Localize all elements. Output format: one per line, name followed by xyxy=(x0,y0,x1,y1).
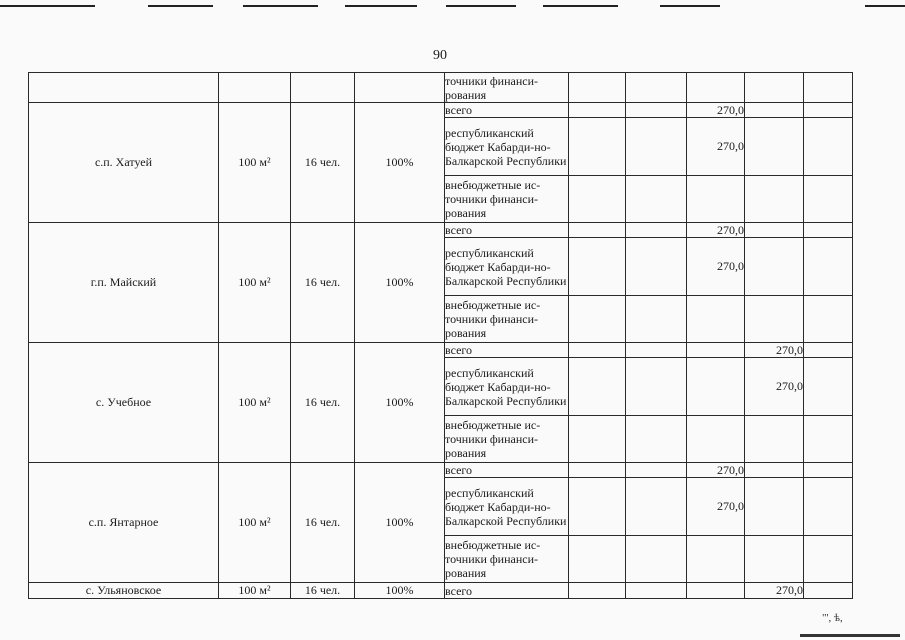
total-row-col-10 xyxy=(804,463,853,478)
page-number: 90 xyxy=(433,48,447,63)
extrabudget-row-col-9 xyxy=(745,536,804,583)
republic-row-col-6 xyxy=(569,238,626,296)
settlement-name: с. Учебное xyxy=(29,343,219,463)
source-extrabudget: внебюджетные ис-точники финанси-рования xyxy=(445,176,569,223)
amount-cell: 270,0 xyxy=(687,223,745,238)
republic-row-col-10 xyxy=(804,118,853,176)
extrabudget-row-col-8 xyxy=(687,416,745,463)
amount-cell: 270,0 xyxy=(687,238,745,296)
source-republic-budget: республиканский бюджет Кабарди-но-Балкарской Республики xyxy=(445,478,569,536)
last-row-col-10 xyxy=(804,583,853,599)
extrabudget-row-col-7 xyxy=(626,176,687,223)
extrabudget-row-col-10 xyxy=(804,536,853,583)
total-row-col-7 xyxy=(626,463,687,478)
republic-row-col-7 xyxy=(626,478,687,536)
percent-value: 100% xyxy=(355,583,445,599)
people-count: 16 чел. xyxy=(291,583,355,599)
extrabudget-row-col-8 xyxy=(687,296,745,343)
continuation-empty-cell xyxy=(219,73,291,103)
area-value: 100 м² xyxy=(219,583,291,599)
source-total-label: всего xyxy=(445,463,569,478)
last-row-col-7 xyxy=(626,583,687,599)
amount-cell: 270,0 xyxy=(687,463,745,478)
continuation-empty-cell xyxy=(355,73,445,103)
total-row-col-9 xyxy=(745,463,804,478)
total-row-col-10 xyxy=(804,103,853,118)
people-count: 16 чел. xyxy=(291,103,355,223)
republic-row-col-6 xyxy=(569,118,626,176)
extrabudget-row-col-10 xyxy=(804,176,853,223)
percent-value: 100% xyxy=(355,343,445,463)
extrabudget-row-col-6 xyxy=(569,536,626,583)
republic-row-col-6 xyxy=(569,478,626,536)
settlement-name: г.п. Майский xyxy=(29,223,219,343)
extrabudget-row-col-6 xyxy=(569,416,626,463)
extrabudget-row-col-9 xyxy=(745,176,804,223)
last-row-col-6 xyxy=(569,583,626,599)
republic-row-col-8 xyxy=(687,358,745,416)
amount-cell: 270,0 xyxy=(745,583,804,599)
continuation-col-6 xyxy=(569,73,626,103)
total-row-col-7 xyxy=(626,343,687,358)
source-total-label: всего xyxy=(445,103,569,118)
republic-row-col-9 xyxy=(745,478,804,536)
extrabudget-row-col-9 xyxy=(745,296,804,343)
extrabudget-row-col-10 xyxy=(804,296,853,343)
extrabudget-row-col-7 xyxy=(626,536,687,583)
extrabudget-row-col-10 xyxy=(804,416,853,463)
republic-row-col-7 xyxy=(626,238,687,296)
extrabudget-row-col-7 xyxy=(626,416,687,463)
continuation-col-9 xyxy=(745,73,804,103)
source-total-label: всего xyxy=(445,583,569,599)
area-value: 100 м² xyxy=(219,463,291,583)
continuation-empty-cell xyxy=(29,73,219,103)
area-value: 100 м² xyxy=(219,343,291,463)
amount-cell: 270,0 xyxy=(745,358,804,416)
percent-value: 100% xyxy=(355,223,445,343)
extrabudget-row-col-7 xyxy=(626,296,687,343)
area-value: 100 м² xyxy=(219,103,291,223)
total-row-col-7 xyxy=(626,103,687,118)
financing-table xyxy=(28,72,853,599)
republic-row-col-6 xyxy=(569,358,626,416)
republic-row-col-7 xyxy=(626,358,687,416)
extrabudget-row-col-6 xyxy=(569,296,626,343)
amount-cell: 270,0 xyxy=(687,118,745,176)
source-republic-budget: республиканский бюджет Кабарди-но-Балкарской Республики xyxy=(445,358,569,416)
extrabudget-row-col-6 xyxy=(569,176,626,223)
extrabudget-row-col-8 xyxy=(687,536,745,583)
continuation-col-7 xyxy=(626,73,687,103)
percent-value: 100% xyxy=(355,463,445,583)
continuation-col-10 xyxy=(804,73,853,103)
total-row-col-10 xyxy=(804,223,853,238)
corner-note: "', ѣ, xyxy=(822,612,843,624)
total-row-col-9 xyxy=(745,223,804,238)
total-row-col-6 xyxy=(569,103,626,118)
percent-value: 100% xyxy=(355,103,445,223)
source-extrabudget: внебюджетные ис-точники финанси-рования xyxy=(445,296,569,343)
continuation-col-8 xyxy=(687,73,745,103)
republic-row-col-9 xyxy=(745,238,804,296)
settlement-name: с.п. Янтарное xyxy=(29,463,219,583)
republic-row-col-9 xyxy=(745,118,804,176)
area-value: 100 м² xyxy=(219,223,291,343)
people-count: 16 чел. xyxy=(291,343,355,463)
continuation-empty-cell xyxy=(291,73,355,103)
source-total-label: всего xyxy=(445,223,569,238)
people-count: 16 чел. xyxy=(291,223,355,343)
extrabudget-row-col-8 xyxy=(687,176,745,223)
total-row-col-6 xyxy=(569,463,626,478)
republic-row-col-10 xyxy=(804,238,853,296)
total-row-col-8 xyxy=(687,343,745,358)
source-extrabudget: внебюджетные ис-точники финанси-рования xyxy=(445,536,569,583)
total-row-col-6 xyxy=(569,223,626,238)
continuation-source-label: точники финанси-рования xyxy=(445,73,569,103)
republic-row-col-10 xyxy=(804,478,853,536)
amount-cell: 270,0 xyxy=(687,103,745,118)
source-extrabudget: внебюджетные ис-точники финанси-рования xyxy=(445,416,569,463)
republic-row-col-10 xyxy=(804,358,853,416)
source-republic-budget: республиканский бюджет Кабарди-но-Балкарской Республики xyxy=(445,238,569,296)
extrabudget-row-col-9 xyxy=(745,416,804,463)
total-row-col-10 xyxy=(804,343,853,358)
settlement-name: с.п. Хатуей xyxy=(29,103,219,223)
scan-footer-mark xyxy=(800,634,900,637)
amount-cell: 270,0 xyxy=(745,343,804,358)
amount-cell: 270,0 xyxy=(687,478,745,536)
source-republic-budget: республиканский бюджет Кабарди-но-Балкарской Республики xyxy=(445,118,569,176)
people-count: 16 чел. xyxy=(291,463,355,583)
total-row-col-6 xyxy=(569,343,626,358)
scan-header-marks xyxy=(0,0,905,10)
source-total-label: всего xyxy=(445,343,569,358)
last-row-col-8 xyxy=(687,583,745,599)
republic-row-col-7 xyxy=(626,118,687,176)
total-row-col-9 xyxy=(745,103,804,118)
total-row-col-7 xyxy=(626,223,687,238)
settlement-name: с. Ульяновское xyxy=(29,583,219,599)
